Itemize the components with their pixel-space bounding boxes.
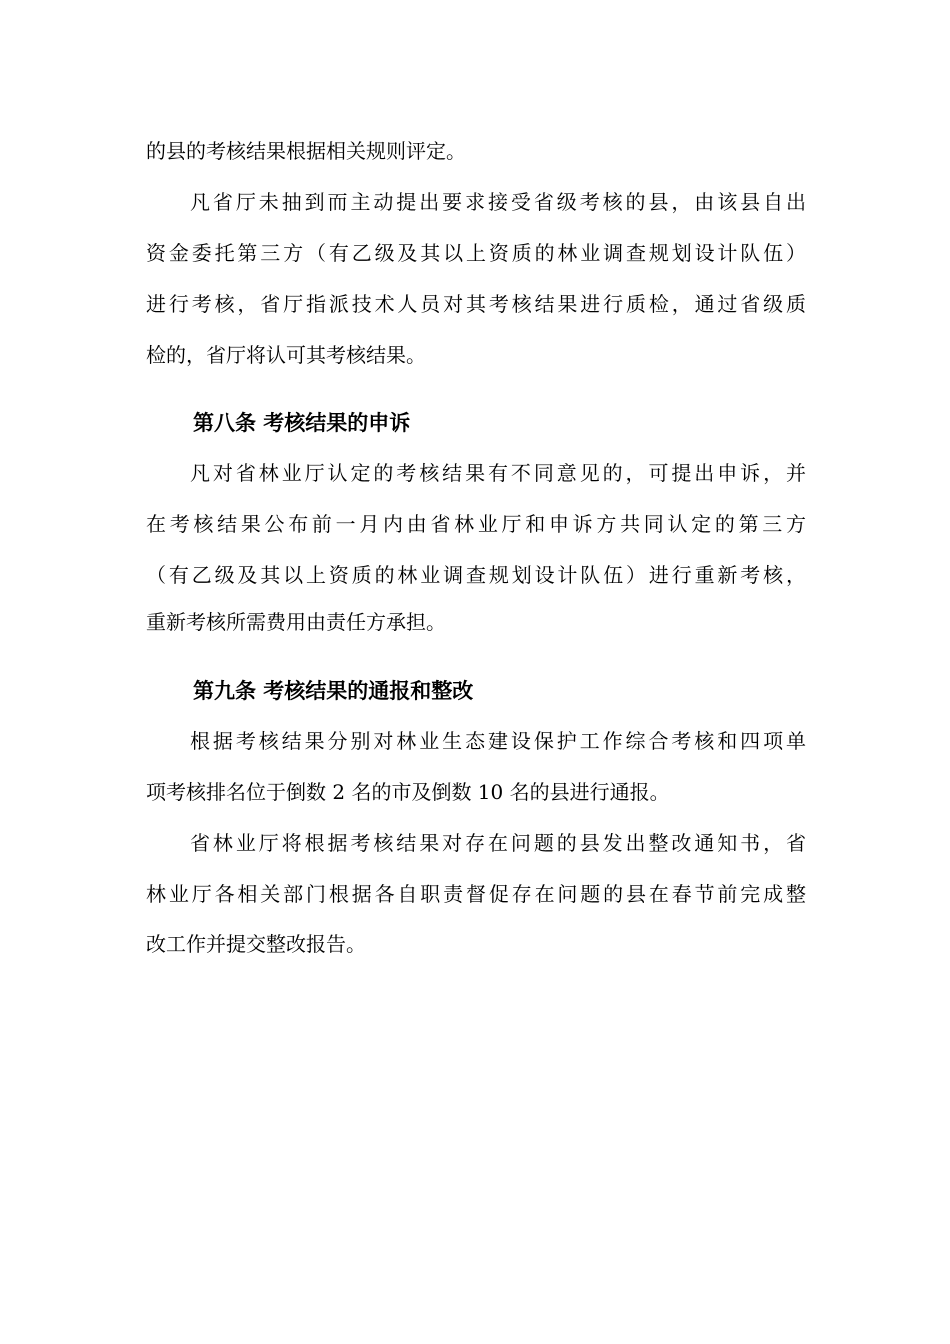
paragraph-line: 进行考核，省厅指派技术人员对其考核结果进行质检，通过省级质	[146, 292, 806, 316]
article-8-heading: 第八条 考核结果的申诉	[193, 411, 411, 435]
paragraph-line: 项考核排名位于倒数 2 名的市及倒数 10 名的县进行通报。	[146, 780, 670, 804]
paragraph-line: 凡省厅未抽到而主动提出要求接受省级考核的县，由该县自出	[190, 190, 806, 214]
paragraph-line: 在考核结果公布前一月内由省林业厅和申诉方共同认定的第三方	[146, 512, 806, 536]
paragraph-continuation-line: 的县的考核结果根据相关规则评定。	[146, 139, 466, 163]
paragraph-line: 林业厅各相关部门根据各自职责督促存在问题的县在春节前完成整	[146, 882, 806, 906]
paragraph-line: 根据考核结果分别对林业生态建设保护工作综合考核和四项单	[190, 729, 806, 753]
paragraph-line: （有乙级及其以上资质的林业调查规划设计队伍）进行重新考核，	[146, 563, 806, 587]
paragraph-line: 凡对省林业厅认定的考核结果有不同意见的，可提出申诉，并	[190, 461, 806, 485]
paragraph-line: 资金委托第三方（有乙级及其以上资质的林业调查规划设计队伍）	[146, 241, 806, 265]
paragraph-line: 改工作并提交整改报告。	[146, 932, 366, 956]
paragraph-line: 省林业厅将根据考核结果对存在问题的县发出整改通知书，省	[190, 831, 806, 855]
article-9-heading: 第九条 考核结果的通报和整改	[193, 679, 474, 703]
paragraph-line: 重新考核所需费用由责任方承担。	[146, 610, 446, 634]
paragraph-line: 检的，省厅将认可其考核结果。	[146, 343, 426, 367]
